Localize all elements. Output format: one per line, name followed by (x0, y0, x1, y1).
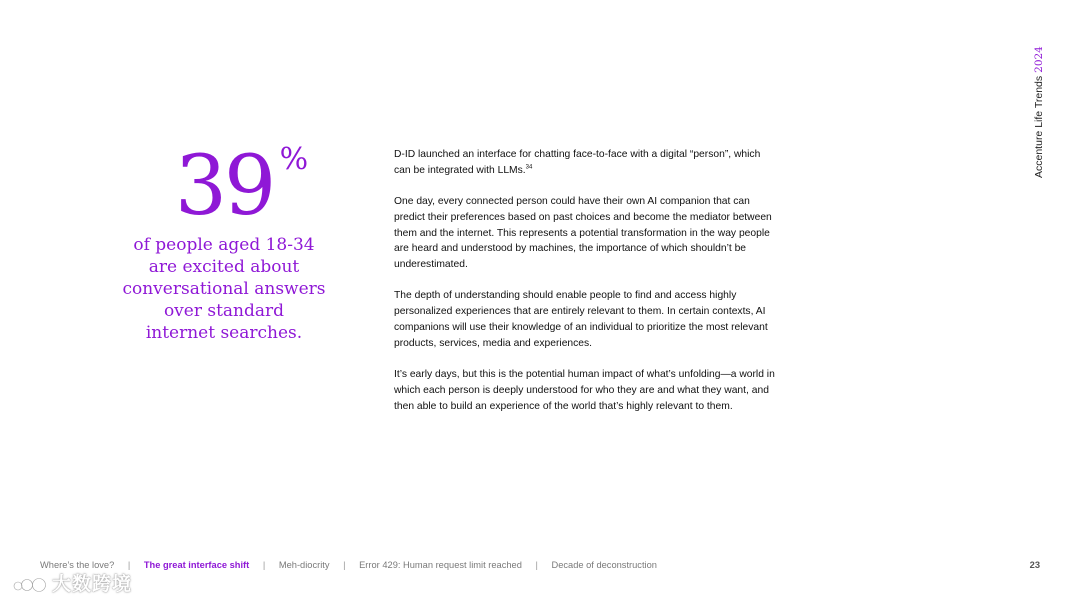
body-text (394, 147, 779, 430)
page-number: 23 (1029, 560, 1040, 570)
nav-separator: | (535, 560, 538, 570)
stat-percent-sign: % (279, 142, 309, 177)
stat-caption-line: internet searches. (145, 323, 303, 343)
watermark-logo-icon (12, 576, 48, 594)
stat-caption-line: of people aged 18-34 (133, 235, 315, 255)
nav-item-wheres-the-love[interactable]: Where’s the love? (40, 560, 115, 570)
watermark-text: 大数跨境 (52, 574, 133, 595)
stat-caption-line: over standard (163, 301, 285, 321)
stat-caption-line: conversational answers (122, 279, 326, 299)
nav-separator: | (343, 560, 346, 570)
nav-separator: | (262, 560, 266, 570)
nav-item-great-interface-shift[interactable]: The great interface shift (143, 560, 250, 570)
stat-block (118, 138, 330, 344)
nav-item-meh-diocrity[interactable]: Meh-diocrity (278, 560, 330, 570)
stat-caption-line: are excited about (148, 257, 300, 277)
body-paragraph-1-text: D-ID launched an interface for chatting face-to-face with a digital “person”, which can be integrated with LLMs. (394, 149, 761, 176)
stat-figure (174, 138, 309, 236)
watermark (12, 574, 132, 596)
nav-item-error-429[interactable]: Error 429: Human request limit reached (359, 560, 522, 570)
body-paragraph-4: It’s early days, but this is the potential human impact of what’s unfolding—a world in which each person is deeply understood for who they are and what they want, and then able to build an experience of the world that’s highly relevant to them. (394, 368, 775, 412)
report-title (1033, 46, 1045, 178)
footnote-marker[interactable]: 34 (525, 164, 533, 171)
nav-item-decade-of-deconstruction[interactable]: Decade of deconstruction (551, 560, 657, 570)
section-nav (40, 559, 657, 571)
report-year: 2024 (1033, 46, 1045, 73)
body-paragraph-3: The depth of understanding should enable people to find and access highly personalized experiences that are entirely relevant to them. In certain contexts, AI companions will use their knowledge of an individual to prioritize the most relevant products, services, media and experiences. (394, 290, 768, 349)
stat-number: 39 (174, 139, 274, 234)
body-paragraph-1 (394, 147, 779, 179)
nav-separator: | (127, 560, 131, 570)
stat-caption (118, 234, 330, 344)
body-paragraph-2: One day, every connected person could have their own AI companion that can predict their preferences based on past choices and become the mediator between them and the internet. This represents a potential transformation in the way people are heard and understood by machines, the importance of which shouldn’t be underestimated. (394, 195, 772, 271)
report-title-text: Accenture Life Trends (1033, 75, 1045, 178)
